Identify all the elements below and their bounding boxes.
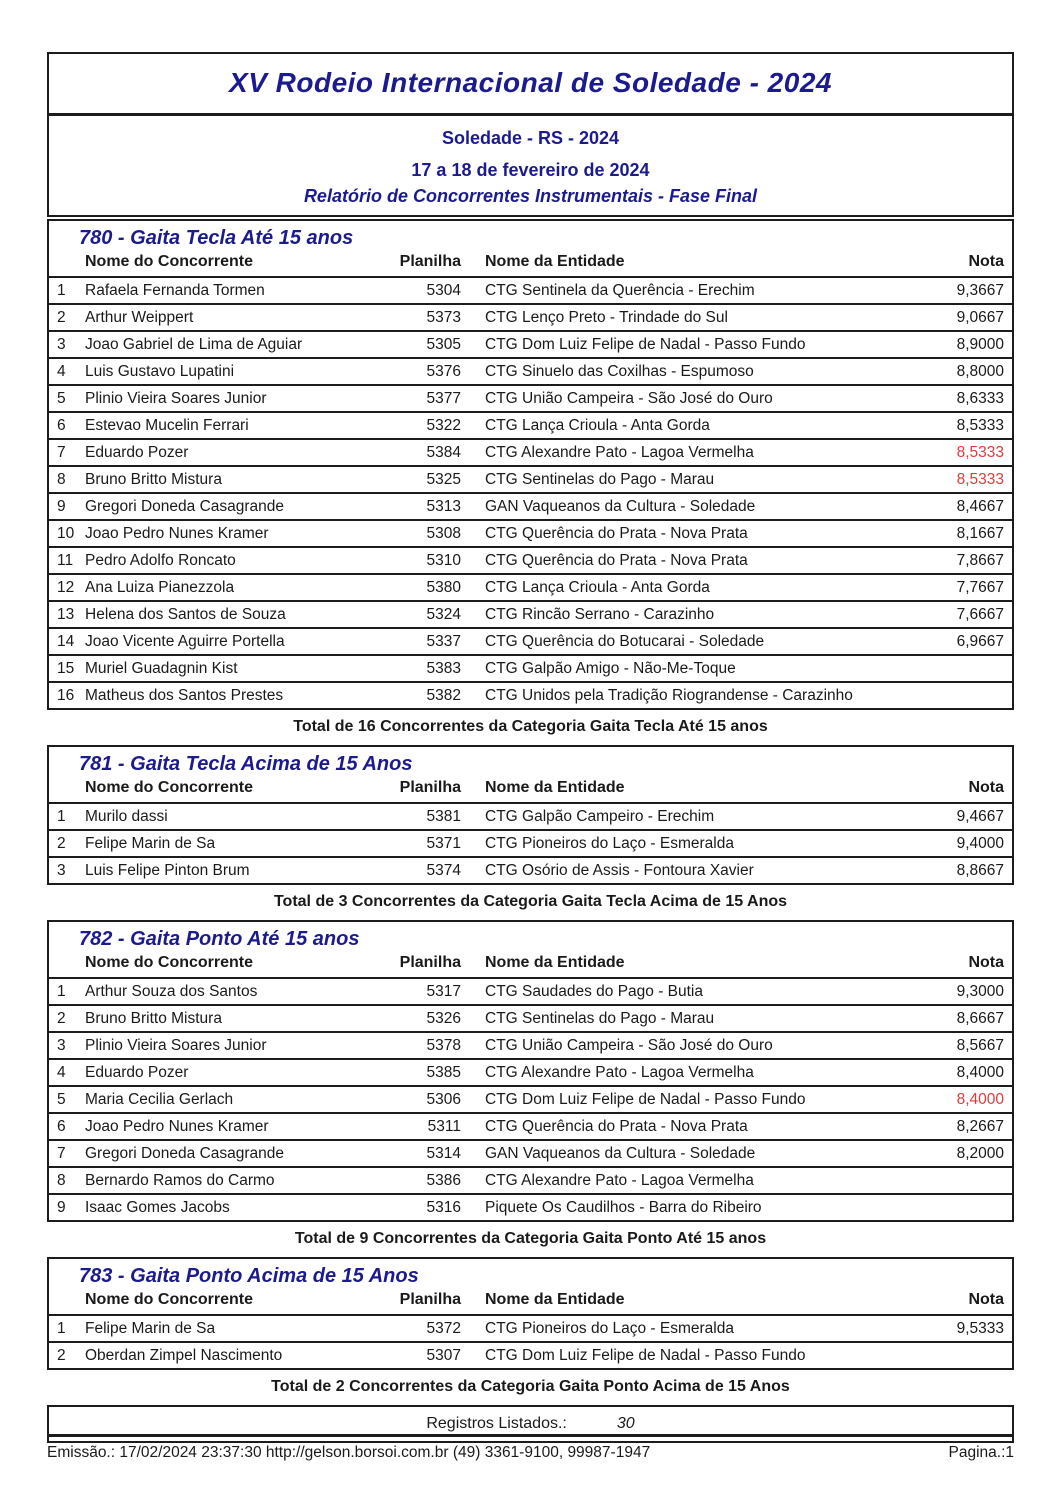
competitor-name: Matheus dos Santos Prestes — [85, 686, 284, 704]
column-headers — [49, 1290, 1012, 1314]
category-total: Total de 16 Concorrentes da Categoria Gaita Tecla Até 15 anos — [293, 718, 768, 735]
sheet-number: 5374 — [426, 861, 461, 879]
entity-name: CTG Lenço Preto - Trindade do Sul — [485, 308, 728, 326]
row-number: 5 — [57, 1090, 66, 1108]
entity-name: CTG União Campeira - São José do Ouro — [485, 1036, 773, 1054]
score-value: 8,6667 — [956, 1009, 1004, 1027]
score-value: 8,6333 — [956, 389, 1004, 407]
col-header-sheet: Planilha — [399, 1291, 461, 1308]
row-number: 12 — [57, 578, 75, 596]
entity-name: CTG Sentinela da Querência - Erechim — [485, 281, 755, 299]
row-number: 8 — [57, 1171, 66, 1189]
sheet-number: 5384 — [426, 443, 461, 461]
table-row — [49, 1004, 1012, 1031]
table-row — [49, 411, 1012, 438]
score-value: 8,5333 — [956, 470, 1004, 488]
category-rows — [49, 1314, 1012, 1368]
competitor-name: Joao Pedro Nunes Kramer — [85, 524, 269, 542]
score-value: 9,4000 — [956, 834, 1004, 852]
category-box — [47, 1257, 1014, 1370]
category-total: Total de 2 Concorrentes da Categoria Gaita Ponto Acima de 15 Anos — [271, 1378, 790, 1395]
table-row — [49, 1341, 1012, 1368]
sheet-number: 5377 — [426, 389, 461, 407]
table-row — [49, 977, 1012, 1004]
col-header-competitor: Nome do Concorrente — [85, 779, 254, 796]
competitor-name: Ana Luiza Pianezzola — [85, 578, 235, 596]
sheet-number: 5306 — [426, 1090, 461, 1108]
col-header-entity: Nome da Entidade — [485, 1291, 625, 1308]
records-listed-label: Registros Listados.: — [426, 1415, 567, 1432]
score-value: 6,9667 — [956, 632, 1004, 650]
row-number: 1 — [57, 1319, 66, 1337]
sheet-number: 5316 — [426, 1198, 461, 1216]
entity-name: CTG Sentinelas do Pago - Marau — [485, 1009, 715, 1027]
records-listed-value: 30 — [616, 1415, 635, 1432]
score-value: 8,9000 — [956, 335, 1004, 353]
score-value: 8,8000 — [956, 362, 1004, 380]
competitor-name: Isaac Gomes Jacobs — [85, 1198, 230, 1216]
category-box — [47, 745, 1014, 885]
sections-container — [47, 219, 1014, 1396]
subtitle-area — [49, 113, 1012, 215]
competitor-name: Plinio Vieira Soares Junior — [85, 1036, 267, 1054]
competitor-name: Oberdan Zimpel Nascimento — [85, 1346, 283, 1364]
entity-name: CTG Alexandre Pato - Lagoa Vermelha — [485, 1171, 754, 1189]
col-header-competitor: Nome do Concorrente — [85, 954, 254, 971]
table-row — [49, 802, 1012, 829]
table-row — [49, 303, 1012, 330]
competitor-name: Joao Gabriel de Lima de Aguiar — [85, 335, 303, 353]
score-value: 8,4667 — [956, 497, 1004, 515]
sheet-number: 5311 — [427, 1117, 461, 1135]
column-headers — [49, 778, 1012, 802]
row-number: 10 — [57, 524, 75, 542]
score-value: 8,8667 — [956, 861, 1004, 879]
competitor-name: Maria Cecilia Gerlach — [85, 1090, 234, 1108]
score-value: 8,2000 — [956, 1144, 1004, 1162]
table-row — [49, 1058, 1012, 1085]
table-row — [49, 627, 1012, 654]
table-row — [49, 438, 1012, 465]
table-row — [49, 573, 1012, 600]
sheet-number: 5307 — [426, 1346, 461, 1364]
competitor-name: Muriel Guadagnin Kist — [85, 659, 238, 677]
entity-name: CTG Unidos pela Tradição Riograndense - Carazinho — [485, 686, 853, 704]
sheet-number: 5386 — [426, 1171, 461, 1189]
page-footer — [47, 1434, 1014, 1462]
col-header-score: Nota — [968, 954, 1004, 971]
sheet-number: 5325 — [426, 470, 461, 488]
entity-name: CTG Pioneiros do Laço - Esmeralda — [485, 1319, 734, 1337]
entity-name: CTG Querência do Prata - Nova Prata — [485, 524, 748, 542]
row-number: 3 — [57, 1036, 66, 1054]
entity-name: GAN Vaqueanos da Cultura - Soledade — [485, 1144, 756, 1162]
title-area — [49, 54, 1012, 113]
table-row — [49, 681, 1012, 708]
competitor-name: Bruno Britto Mistura — [85, 470, 222, 488]
table-row — [49, 600, 1012, 627]
col-header-competitor: Nome do Concorrente — [85, 253, 254, 270]
row-number: 1 — [57, 281, 66, 299]
score-value: 7,8667 — [956, 551, 1004, 569]
score-value: 9,5333 — [956, 1319, 1004, 1337]
table-row — [49, 1139, 1012, 1166]
row-number: 2 — [57, 834, 66, 852]
row-number: 6 — [57, 416, 66, 434]
entity-name: CTG Querência do Botucarai - Soledade — [485, 632, 765, 650]
row-number: 2 — [57, 1009, 66, 1027]
row-number: 14 — [57, 632, 75, 650]
competitor-name: Eduardo Pozer — [85, 1063, 189, 1081]
table-row — [49, 465, 1012, 492]
col-header-score: Nota — [968, 779, 1004, 796]
row-number: 8 — [57, 470, 66, 488]
competitor-name: Bernardo Ramos do Carmo — [85, 1171, 275, 1189]
sheet-number: 5383 — [426, 659, 461, 677]
subtitle-location: Soledade - RS - 2024 — [441, 128, 620, 148]
competitor-name: Rafaela Fernanda Tormen — [85, 281, 265, 299]
row-number: 2 — [57, 308, 66, 326]
footer-emission-info: Emissão.: 17/02/2024 23:37:30 http://gelson.borsoi.com.br (49) 3361-9100, 99987-1947 — [47, 1444, 651, 1461]
sheet-number: 5305 — [426, 335, 461, 353]
row-number: 7 — [57, 443, 66, 461]
row-number: 6 — [57, 1117, 66, 1135]
row-number: 1 — [57, 982, 66, 1000]
footer-page-number: Pagina.:1 — [948, 1444, 1014, 1461]
table-row — [49, 1193, 1012, 1220]
column-headers — [49, 953, 1012, 977]
competitor-name: Felipe Marin de Sa — [85, 1319, 216, 1337]
table-row — [49, 1085, 1012, 1112]
col-header-entity: Nome da Entidade — [485, 779, 625, 796]
score-value: 9,3000 — [956, 982, 1004, 1000]
entity-name: CTG Querência do Prata - Nova Prata — [485, 551, 748, 569]
score-value: 8,4000 — [956, 1090, 1004, 1108]
row-number: 4 — [57, 1063, 66, 1081]
table-row — [49, 357, 1012, 384]
score-value: 9,4667 — [956, 807, 1004, 825]
col-header-score: Nota — [968, 1291, 1004, 1308]
competitor-name: Murilo dassi — [85, 807, 168, 825]
entity-name: CTG Querência do Prata - Nova Prata — [485, 1117, 748, 1135]
col-header-entity: Nome da Entidade — [485, 253, 625, 270]
category-title: 781 - Gaita Tecla Acima de 15 Anos — [79, 753, 413, 775]
col-header-score: Nota — [968, 253, 1004, 270]
sheet-number: 5385 — [426, 1063, 461, 1081]
entity-name: CTG Lança Crioula - Anta Gorda — [485, 416, 710, 434]
table-row — [49, 384, 1012, 411]
sheet-number: 5322 — [426, 416, 461, 434]
competitor-name: Luis Felipe Pinton Brum — [85, 861, 250, 879]
table-row — [49, 654, 1012, 681]
table-row — [49, 1166, 1012, 1193]
row-number: 3 — [57, 861, 66, 879]
entity-name: CTG Osório de Assis - Fontoura Xavier — [485, 861, 754, 879]
col-header-entity: Nome da Entidade — [485, 954, 625, 971]
score-value: 8,5333 — [956, 416, 1004, 434]
sheet-number: 5324 — [426, 605, 461, 623]
entity-name: CTG União Campeira - São José do Ouro — [485, 389, 773, 407]
report-page — [47, 52, 1014, 1443]
sheet-number: 5372 — [426, 1319, 461, 1337]
competitor-name: Gregori Doneda Casagrande — [85, 497, 285, 515]
score-value: 8,2667 — [956, 1117, 1004, 1135]
entity-name: CTG Saudades do Pago - Butia — [485, 982, 703, 1000]
competitor-name: Arthur Weippert — [85, 308, 194, 326]
category-box — [47, 920, 1014, 1222]
sheet-number: 5310 — [426, 551, 461, 569]
table-row — [49, 1314, 1012, 1341]
col-header-sheet: Planilha — [399, 954, 461, 971]
row-number: 9 — [57, 1198, 66, 1216]
row-number: 4 — [57, 362, 66, 380]
competitor-name: Luis Gustavo Lupatini — [85, 362, 235, 380]
sheet-number: 5380 — [426, 578, 461, 596]
sheet-number: 5371 — [426, 834, 461, 852]
competitor-name: Arthur Souza dos Santos — [85, 982, 258, 1000]
entity-name: CTG Dom Luiz Felipe de Nadal - Passo Fundo — [485, 335, 806, 353]
row-number: 9 — [57, 497, 66, 515]
entity-name: CTG Lança Crioula - Anta Gorda — [485, 578, 710, 596]
row-number: 15 — [57, 659, 75, 677]
row-number: 1 — [57, 807, 66, 825]
score-value: 8,4000 — [956, 1063, 1004, 1081]
row-number: 11 — [57, 551, 74, 569]
sheet-number: 5376 — [426, 362, 461, 380]
competitor-name: Bruno Britto Mistura — [85, 1009, 222, 1027]
row-number: 13 — [57, 605, 75, 623]
report-header-box — [47, 52, 1014, 217]
column-headers — [49, 252, 1012, 276]
competitor-name: Joao Pedro Nunes Kramer — [85, 1117, 269, 1135]
entity-name: CTG Dom Luiz Felipe de Nadal - Passo Fundo — [485, 1346, 806, 1364]
table-row — [49, 1112, 1012, 1139]
competitor-name: Joao Vicente Aguirre Portella — [85, 632, 285, 650]
score-value: 9,0667 — [956, 308, 1004, 326]
competitor-name: Helena dos Santos de Souza — [85, 605, 286, 623]
table-row — [49, 546, 1012, 573]
competitor-name: Pedro Adolfo Roncato — [85, 551, 236, 569]
col-header-sheet: Planilha — [399, 779, 461, 796]
sheet-number: 5382 — [426, 686, 461, 704]
sheet-number: 5313 — [426, 497, 461, 515]
category-box — [47, 219, 1014, 710]
entity-name: CTG Rincão Serrano - Carazinho — [485, 605, 715, 623]
entity-name: CTG Alexandre Pato - Lagoa Vermelha — [485, 1063, 754, 1081]
sheet-number: 5326 — [426, 1009, 461, 1027]
col-header-sheet: Planilha — [399, 253, 461, 270]
entity-name: CTG Galpão Amigo - Não-Me-Toque — [485, 659, 736, 677]
sheet-number: 5381 — [426, 807, 461, 825]
score-value: 8,1667 — [956, 524, 1004, 542]
table-row — [49, 276, 1012, 303]
entity-name: CTG Sentinelas do Pago - Marau — [485, 470, 715, 488]
score-value: 8,5333 — [956, 443, 1004, 461]
category-section — [47, 745, 1014, 911]
competitor-name: Gregori Doneda Casagrande — [85, 1144, 285, 1162]
category-title: 782 - Gaita Ponto Até 15 anos — [79, 928, 360, 950]
sheet-number: 5317 — [426, 982, 461, 1000]
sheet-number: 5337 — [426, 632, 461, 650]
category-rows — [49, 802, 1012, 883]
row-number: 16 — [57, 686, 75, 704]
subtitle-report-name: Relatório de Concorrentes Instrumentais - Fase Final — [303, 186, 758, 206]
col-header-competitor: Nome do Concorrente — [85, 1291, 254, 1308]
entity-name: Piquete Os Caudilhos - Barra do Ribeiro — [485, 1198, 762, 1216]
row-number: 5 — [57, 389, 66, 407]
category-total: Total de 3 Concorrentes da Categoria Gaita Tecla Acima de 15 Anos — [273, 893, 788, 910]
subtitle-dates: 17 a 18 de fevereiro de 2024 — [411, 160, 650, 180]
sheet-number: 5378 — [426, 1036, 461, 1054]
category-section — [47, 219, 1014, 736]
category-total: Total de 9 Concorrentes da Categoria Gaita Ponto Até 15 anos — [294, 1230, 767, 1247]
sheet-number: 5314 — [426, 1144, 461, 1162]
category-rows — [49, 276, 1012, 708]
table-row — [49, 1031, 1012, 1058]
category-rows — [49, 977, 1012, 1220]
report-title: XV Rodeio Internacional de Soledade - 2024 — [229, 67, 832, 98]
category-title: 780 - Gaita Tecla Até 15 anos — [79, 227, 354, 249]
entity-name: GAN Vaqueanos da Cultura - Soledade — [485, 497, 756, 515]
category-title: 783 - Gaita Ponto Acima de 15 Anos — [79, 1265, 419, 1287]
row-number: 3 — [57, 335, 66, 353]
row-number: 2 — [57, 1346, 66, 1364]
table-row — [49, 492, 1012, 519]
sheet-number: 5308 — [426, 524, 461, 542]
entity-name: CTG Pioneiros do Laço - Esmeralda — [485, 834, 734, 852]
table-row — [49, 330, 1012, 357]
score-value: 9,3667 — [956, 281, 1004, 299]
score-value: 7,7667 — [956, 578, 1004, 596]
sheet-number: 5373 — [426, 308, 461, 326]
entity-name: CTG Galpão Campeiro - Erechim — [485, 807, 715, 825]
category-section — [47, 1257, 1014, 1396]
sheet-number: 5304 — [426, 281, 461, 299]
table-row — [49, 829, 1012, 856]
competitor-name: Plinio Vieira Soares Junior — [85, 389, 267, 407]
competitor-name: Felipe Marin de Sa — [85, 834, 216, 852]
score-value: 7,6667 — [956, 605, 1004, 623]
row-number: 7 — [57, 1144, 66, 1162]
table-row — [49, 519, 1012, 546]
entity-name: CTG Sinuelo das Coxilhas - Espumoso — [485, 362, 754, 380]
category-section — [47, 920, 1014, 1248]
entity-name: CTG Alexandre Pato - Lagoa Vermelha — [485, 443, 754, 461]
competitor-name: Estevao Mucelin Ferrari — [85, 416, 249, 434]
score-value: 8,5667 — [956, 1036, 1004, 1054]
competitor-name: Eduardo Pozer — [85, 443, 189, 461]
table-row — [49, 856, 1012, 883]
entity-name: CTG Dom Luiz Felipe de Nadal - Passo Fundo — [485, 1090, 806, 1108]
